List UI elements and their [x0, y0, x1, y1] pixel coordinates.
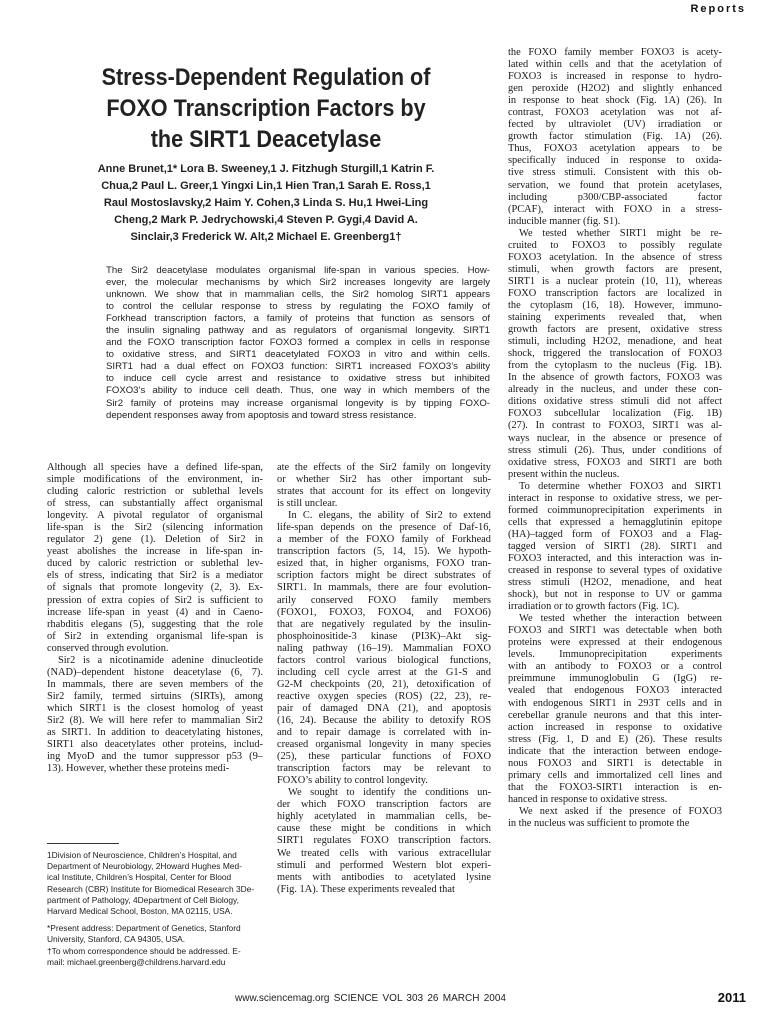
page-number: 2011: [717, 990, 746, 1005]
body-line: stimuli, when growth factors are present,: [508, 263, 722, 275]
abstract-line: dependent responses away from apoptosis and toward stress resistance.: [106, 409, 417, 421]
body-line: increase life-span in yeast (4) and in Caeno-: [47, 606, 263, 618]
body-line: duced by caloric restriction or sublethal lev-: [47, 558, 263, 570]
footnote-divider: [47, 843, 119, 844]
body-line: FOXO’s ability to control longevity.: [277, 775, 428, 787]
body-line: of stress, can substantially affect organismal: [47, 498, 263, 510]
author-line: Raul Mostoslavsky,2 Haim Y. Cohen,3 Linda S. Hu,1 Hwei-Ling: [103, 196, 429, 209]
body-line: arily conserved FOXO family members: [277, 594, 491, 606]
body-line: including cell cycle arrest at the G1-S and: [277, 666, 491, 678]
body-line: der which FOXO transcription factors are: [277, 799, 491, 811]
abstract-line: FOXO3’s ability to induce cell death. Thus, one way in which members of the: [106, 385, 490, 397]
body-line: SIRT1 also deacetylates other proteins, includ-: [47, 739, 263, 751]
body-line: We tested whether the interaction between: [519, 613, 722, 625]
body-line: indicate that the interaction between endoge-: [508, 745, 722, 757]
body-line: In mammals, there are seven members of the: [47, 678, 263, 690]
body-line: specifically induced in response to oxida-: [508, 155, 722, 167]
body-line: phosphoinositide-3 kinase (PI3K)–Akt sig-: [277, 630, 491, 642]
body-line: FOXO3 acetylation. In the absence of stress: [508, 251, 722, 263]
abstract-line: to control the cellular response to stress by regulating the FOXO family of: [106, 301, 490, 313]
body-line: ments with antibodies to acetylated lysine: [277, 871, 491, 883]
body-line: scription factors might be direct substrates of: [277, 570, 491, 582]
footnote-line: 1Division of Neuroscience, Children’s Hospital, and: [47, 850, 237, 860]
title-line: FOXO Transcription Factors by: [106, 95, 426, 122]
abstract-line: and the FOXO transcription factor FOXO3 formed a complex in cells in response: [106, 337, 490, 349]
body-line: strates that account for its effect on longevity: [277, 486, 491, 498]
body-line: growth factors are present, oxidative stress: [508, 324, 722, 336]
body-line: (PCAF), interact with FOXO in a stress-: [508, 203, 722, 215]
body-line: (27). In contrast to FOXO3, SIRT1 was al-: [508, 420, 722, 432]
body-line: FOXO3 and SIRT1 was detectable when both: [508, 625, 722, 637]
footer-journal-info: www.sciencemag.org SCIENCE VOL 303 26 MARCH 2004: [235, 993, 506, 1004]
body-line: in response to heat shock (Fig. 1A) (26). In: [508, 95, 722, 107]
body-line: pair of damaged DNA (21), and apoptosis: [277, 702, 491, 714]
body-line: Although all species have a defined life-span,: [47, 462, 263, 473]
body-line: which SIRT1 is the closest homolog of yeast: [47, 702, 263, 714]
body-line: lated within cells and that the acetylation of: [508, 59, 722, 71]
body-line: oxidative stress, FOXO3 and SIRT1 are both: [508, 456, 722, 468]
abstract-line: Forkhead transcription factors, a family of proteins that function as sensors of: [106, 313, 490, 325]
author-line: Sinclair,3 Frederick W. Alt,2 Michael E. Greenberg1†: [130, 230, 402, 243]
body-line: fected by ultraviolet (UV) irradiation or: [508, 119, 722, 131]
abstract-line: ever, the molecular mechanisms by which Sir2 increases longevity are largely: [106, 277, 490, 289]
body-line: hanced in response to oxidative stress.: [508, 793, 668, 805]
body-line: present within the nucleus.: [508, 468, 620, 480]
body-line: In the absence of growth factors, FOXO3 was: [508, 372, 722, 384]
body-line: Sir2 family, termed sirtuins (SIRTs), among: [47, 690, 263, 702]
body-line: SIRT1 is a nuclear protein (10, 11), whereas: [508, 275, 722, 287]
body-line: cause these might be conditions in which: [277, 823, 491, 835]
section-label: Reports: [690, 3, 746, 15]
body-line: of signals that promote longevity (2, 3). Ex-: [47, 582, 263, 594]
body-line: life-span is the Sir2 (silencing information: [47, 522, 263, 534]
body-line: the FOXO family member FOXO3 is acety-: [508, 47, 722, 58]
body-line: of Sir2 in extending organismal life-span is: [47, 630, 263, 642]
body-line: regulator 2) gene (1). Deletion of Sir2 in: [47, 534, 263, 546]
body-line: a member of the FOXO family of Forkhead: [277, 534, 491, 546]
body-line: (25), these particular functions of FOXO: [277, 751, 491, 763]
footnote-line: ical Institute, Children’s Hospital, Center for Blood: [47, 872, 232, 883]
body-line: levels. Immunoprecipitation experiments: [508, 649, 722, 661]
body-line: creased in response to several types of oxidative: [508, 565, 722, 577]
body-line: cluding caloric restriction or sublethal levels: [47, 486, 263, 498]
body-column-2: [277, 462, 491, 896]
body-line: (16, 24). Because the ability to detoxify ROS: [277, 714, 491, 726]
body-line: including p300/CBP-associated factor: [508, 191, 722, 203]
body-line: highly acetylated in mammalian cells, be-: [277, 811, 491, 823]
body-line: naling pathway (16–19). Mammalian FOXO: [277, 642, 491, 654]
footnote-line: mail: michael.greenberg@childrens.harvard.edu: [47, 956, 226, 967]
body-line: (FOXO1, FOXO3, FOXO4, and FOXO6): [277, 606, 491, 618]
body-line: inducible manner (fig. S1).: [508, 215, 621, 227]
body-line: Sir2 is a nicotinamide adenine dinucleotide: [58, 654, 263, 666]
author-list: [74, 161, 458, 246]
author-line: Cheng,2 Mark P. Jedrychowski,4 Steven P. Gygi,4 David A.: [114, 213, 418, 226]
body-line: els of stress, indicating that Sir2 is a mediator: [47, 570, 263, 582]
body-line: cerebellar granule neurons and that this inter-: [508, 709, 722, 721]
body-line: creased organismal longevity in many species: [277, 739, 491, 751]
body-line: FOXO3 subcellular localization (Fig. 1B): [508, 408, 722, 420]
body-line: as SIRT1. In addition to deacetylating histones,: [47, 727, 263, 739]
author-line: Chua,2 Paul L. Greer,1 Yingxi Lin,1 Hien Tran,1 Sarah E. Ross,1: [101, 179, 431, 192]
footnote-line: †To whom correspondence should be addressed. E-: [47, 945, 241, 956]
body-line: stress stimuli (H2O2, menadione, and heat: [508, 577, 722, 589]
body-line: ditions oxidative stress stimuli did not affect: [508, 396, 722, 408]
affiliation-footnotes: [47, 850, 263, 968]
body-line: vealed that endogenous FOXO3 interacted: [508, 685, 722, 697]
body-line: 13). However, whether these proteins medi-: [47, 763, 230, 775]
body-line: preimmune immunoglobulin G (IgG) re-: [508, 673, 722, 685]
body-line: esized that, in higher organisms, FOXO tran-: [277, 558, 491, 570]
abstract: [106, 265, 490, 422]
body-line: stimuli and performed Western blot experi-: [277, 859, 491, 871]
body-line: servation, we found that protein acetylases,: [508, 179, 722, 191]
body-line: already in the nucleus, and under these con-: [508, 384, 722, 396]
body-line: stress stimuli (26). Thus, under conditions of: [508, 444, 722, 456]
body-line: ing MyoD and the tumor suppressor p53 (9–: [47, 751, 263, 763]
body-line: and to repair damage is correlated with in-: [277, 727, 491, 739]
article-title: [90, 62, 443, 155]
body-line: ways nuclear, in the absence or presence of: [508, 432, 722, 444]
body-line: ate the effects of the Sir2 family on longevity: [277, 462, 491, 473]
body-line: To determine whether FOXO3 and SIRT1: [519, 480, 722, 492]
body-line: action increased in response to oxidative: [508, 721, 722, 733]
body-line: transcription factors may be relevant to: [277, 763, 491, 775]
body-line: (Fig. 1A). These experiments revealed that: [277, 883, 455, 895]
abstract-line: to oxidative stress, and SIRT1 deacetylated FOXO3 in vitro and within cells.: [106, 349, 490, 361]
body-line: rhabditis elegans (5), suggesting that the role: [47, 618, 263, 630]
body-line: or whether Sir2 has other important sub-: [277, 474, 491, 486]
body-line: simple modifications of the environment, in-: [47, 474, 263, 486]
body-column-1: [47, 462, 263, 775]
body-line: nous FOXO3 and SIRT1 is detectable in: [508, 757, 722, 769]
abstract-line: The Sir2 deacetylase modulates organismal life-span in various species. How-: [106, 265, 490, 276]
body-line: in the nucleus was sufficient to promote the: [508, 818, 690, 829]
body-line: proteins were expressed at their endogenous: [508, 637, 722, 649]
footnote-line: *Present address: Department of Genetics, Stanford: [47, 923, 241, 934]
body-line: irradiation or to growth factors (Fig. 1C).: [508, 601, 680, 613]
body-line: pression of extra copies of Sir2 is sufficient to: [47, 594, 263, 606]
body-line: is still unclear.: [277, 498, 338, 510]
body-line: contrast, FOXO3 acetylation was not af-: [508, 107, 722, 119]
body-line: (HA)–tagged form of FOXO3 and a Flag-: [508, 528, 722, 540]
body-line: SIRT1 regulates FOXO transcription factors.: [277, 835, 491, 847]
body-line: formed coimmunoprecipitation experiments in: [508, 504, 722, 516]
body-line: Thus, FOXO3 acetylation appears to be: [508, 143, 722, 155]
abstract-line: Sir2 family of proteins may increase organismal longevity is by tipping FOXO-: [106, 397, 490, 409]
body-line: We treated cells with various extracellular: [277, 847, 491, 859]
body-line: primary cells and immortalized cell lines and: [508, 769, 722, 781]
body-line: staining experiments revealed that, when: [508, 312, 722, 324]
body-line: from the cytoplasm to the nucleus (Fig. 1B).: [508, 360, 722, 372]
author-line: Anne Brunet,1* Lora B. Sweeney,1 J. Fitzhugh Sturgill,1 Katrin F.: [97, 163, 435, 175]
body-line: reactive oxygen species (ROS) (22, 23), re-: [277, 690, 491, 702]
body-line: longevity. A pivotal regulator of organismal: [47, 510, 263, 522]
body-line: that the FOXO3-SIRT1 interaction is en-: [508, 781, 722, 793]
abstract-line: to induce cell cycle arrest and resistance to oxidative stress but inhibited: [106, 373, 490, 385]
body-line: FOXO transcription factors are localized in: [508, 287, 722, 299]
body-line: We next asked if the presence of FOXO3: [519, 805, 722, 817]
body-line: (NAD)–dependent histone deacetylase (6, 7).: [47, 666, 263, 678]
body-line: the cytoplasm (16, 18). However, immuno-: [508, 299, 722, 311]
abstract-line: SIRT1 had a dual effect on FOXO3 function: SIRT1 increased FOXO3’s ability: [106, 361, 490, 373]
abstract-line: the insulin signaling pathway and as regulators of organismal longevity. SIRT1: [106, 325, 490, 337]
body-line: FOXO3 interacted, and this interaction was in-: [508, 552, 722, 564]
body-line: gen peroxide (H2O2) and slightly enhanced: [508, 83, 722, 95]
body-line: cruited to FOXO3 to possibly regulate: [508, 239, 722, 251]
body-line: factors control various biological functions,: [277, 654, 491, 666]
body-line: tive stress stimuli. Consistent with this ob-: [508, 167, 722, 179]
body-line: with an antibody to FOXO3 or a control: [508, 661, 722, 673]
body-line: We sought to identify the conditions un-: [288, 787, 491, 799]
body-line: FOXO3 is increased in response to hydro-: [508, 71, 722, 83]
title-line: the SIRT1 Deacetylase: [150, 126, 382, 153]
body-line: cells that expressed a hemagglutinin epitope: [508, 516, 722, 528]
abstract-line: unknown. We show that in mammalian cells, the Sir2 homolog SIRT1 appears: [106, 289, 490, 301]
body-line: SIRT1. In mammals, there are four evolution-: [277, 582, 491, 594]
body-column-3: [508, 47, 722, 830]
body-line: shock), but not in response to UV or gamma: [508, 589, 722, 601]
body-line: shock, triggered the translocation of FOXO3: [508, 348, 722, 360]
body-line: stimuli, including H2O2, menadione, and heat: [508, 336, 722, 348]
body-line: stress (Fig. 1, D and E) (26). These results: [508, 733, 722, 745]
body-line: life-span depends on the presence of Daf-16,: [277, 522, 491, 534]
footnote-line: Department of Neurobiology, 2Howard Hughes Med-: [47, 861, 242, 872]
body-line: G2-M checkpoints (20, 21), detoxification of: [277, 678, 491, 690]
body-line: with endogenous SIRT1 in 293T cells and in: [508, 697, 722, 709]
body-line: growth factor stimulation (Fig. 1A) (26).: [508, 131, 722, 143]
body-line: We tested whether SIRT1 might be re-: [519, 227, 722, 239]
body-line: conserved through evolution.: [47, 642, 169, 654]
body-line: tagged version of SIRT1 (28). SIRT1 and: [508, 540, 722, 552]
title-line: Stress-Dependent Regulation of: [101, 64, 431, 91]
body-line: transcription factors (5, 14, 15). We hypoth-: [277, 546, 491, 558]
body-line: that are negatively regulated by the insulin-: [277, 618, 491, 630]
body-line: interact in response to oxidative stress, we per-: [508, 492, 722, 504]
body-line: In C. elegans, the ability of Sir2 to extend: [288, 510, 491, 522]
body-line: Sir2 (8). We will here refer to mammalian Sir2: [47, 714, 263, 726]
footnote-line: Research (CBR) Institute for Biomedical Research 3De-: [47, 883, 255, 894]
footnote-line: partment of Pathology, 4Department of Cell Biology,: [47, 894, 239, 905]
footnote-line: University, Stanford, CA 94305, USA.: [47, 934, 186, 945]
body-line: yeast abolishes the increase in life-span in-: [47, 546, 263, 558]
footnote-line: Harvard Medical School, Boston, MA 02115, USA.: [47, 906, 233, 917]
